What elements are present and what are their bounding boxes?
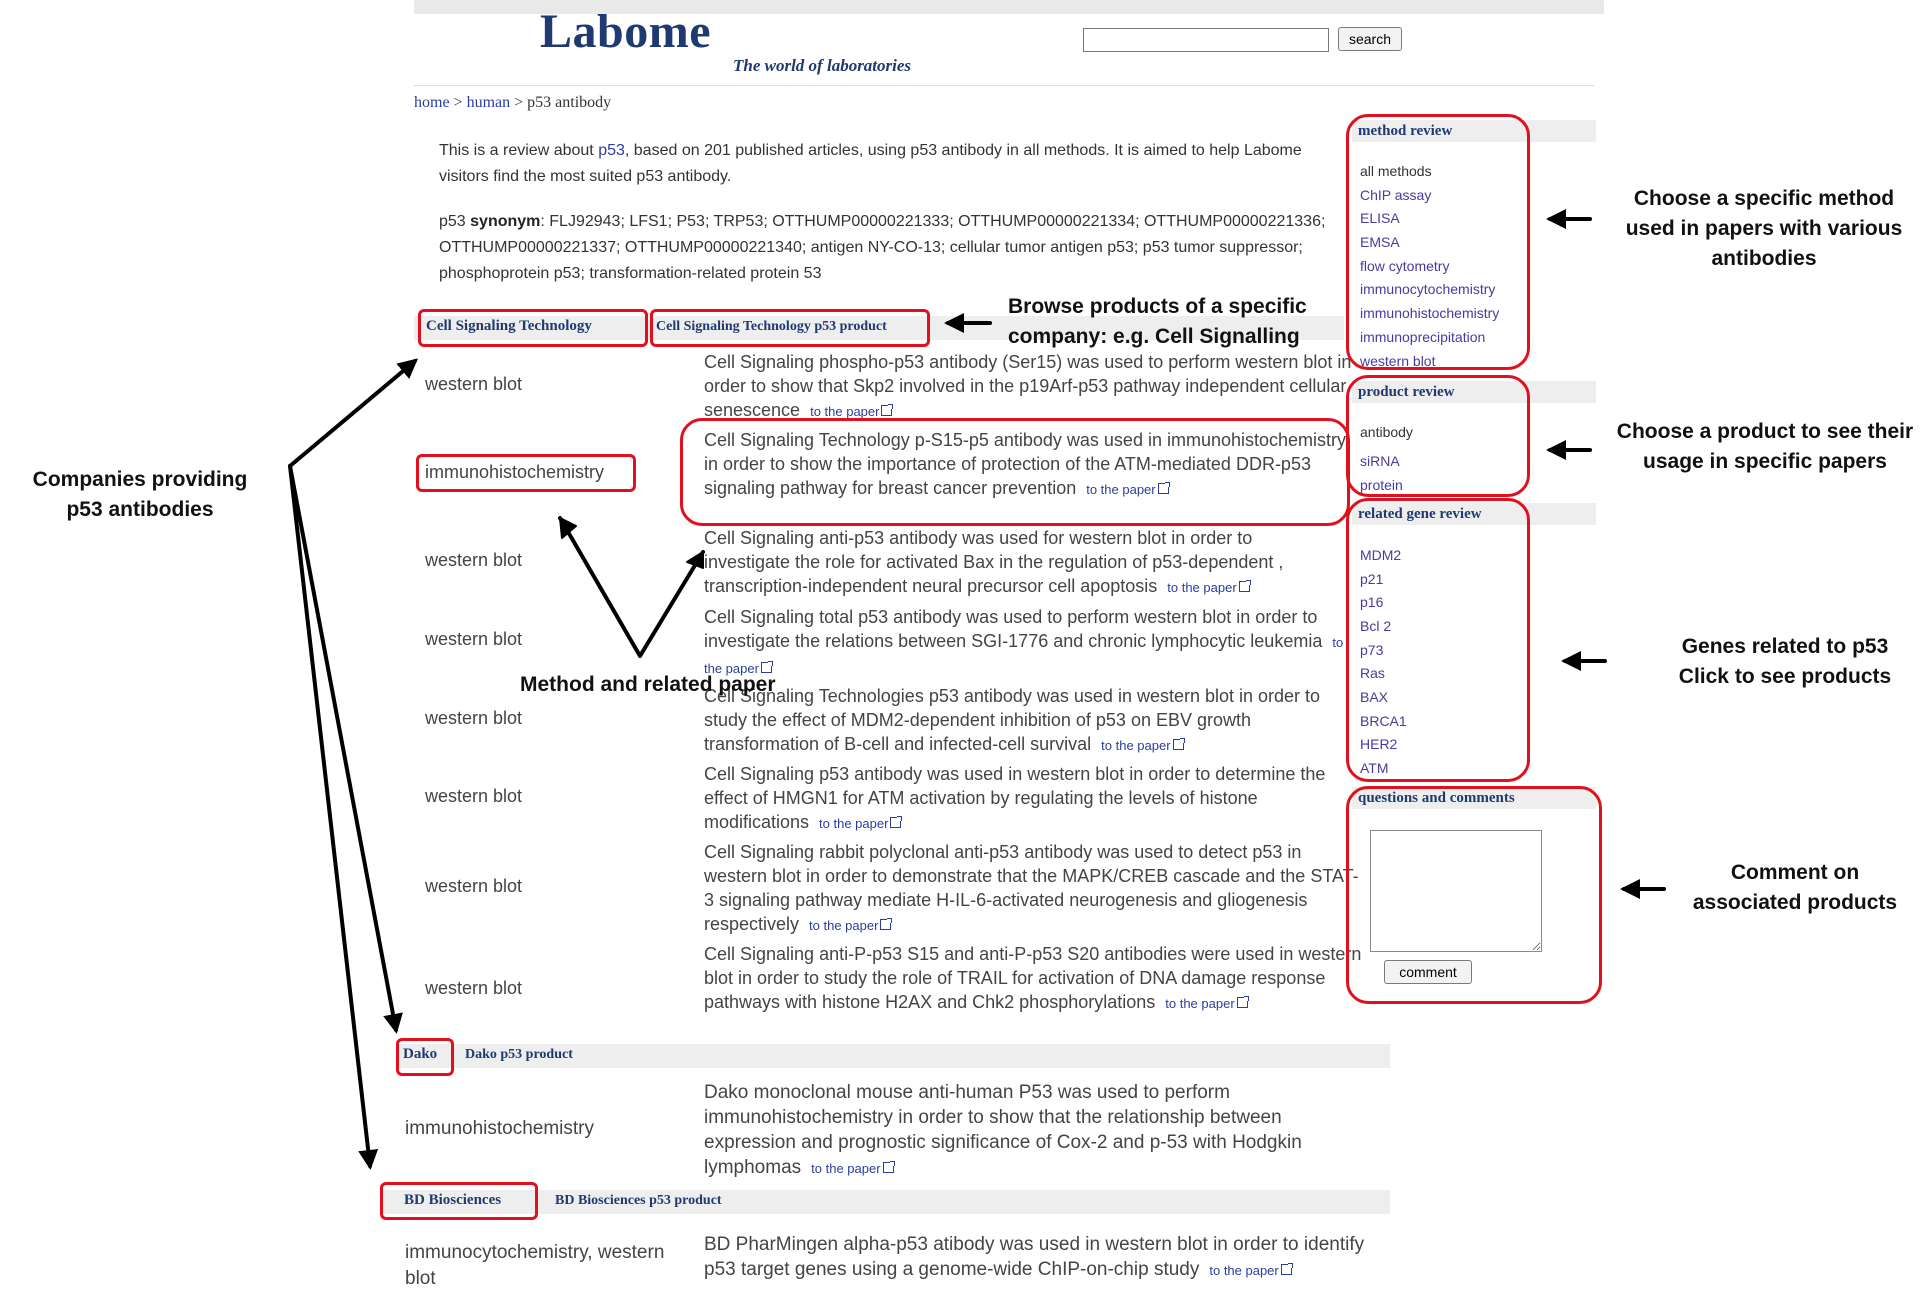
related-gene-item[interactable]: BAX xyxy=(1360,689,1389,705)
related-gene-item[interactable]: BRCA1 xyxy=(1360,713,1407,729)
related-gene-item[interactable]: p73 xyxy=(1360,642,1384,658)
paper-text: Cell Signaling total p53 antibody was used to perform western blot in order to investigate the relations between SGI-1776 and chronic lymphocytic leukemia xyxy=(704,607,1323,651)
related-gene-item[interactable]: p16 xyxy=(1360,594,1384,610)
annotation-method-paper: Method and related paper xyxy=(520,673,776,696)
related-gene-item[interactable]: HER2 xyxy=(1360,736,1398,752)
comment-button[interactable]: comment xyxy=(1384,960,1472,984)
paper-text: Cell Signaling Technologies p53 antibody was used in western blot in order to study the effect of MDM2-dependent inhibition of p53 on EBV growth transformation of B-cell and infected-cell survival xyxy=(704,686,1321,754)
to-paper-label[interactable]: to the paper xyxy=(809,918,879,933)
search-button[interactable]: search xyxy=(1338,27,1402,51)
method-review-item[interactable]: immunohistochemistry xyxy=(1360,305,1500,321)
method-label[interactable]: western blot xyxy=(425,629,523,649)
to-paper-label[interactable]: to the paper xyxy=(819,816,889,831)
related-gene-item[interactable]: Bcl 2 xyxy=(1360,618,1392,634)
related-gene-item[interactable]: Ras xyxy=(1360,665,1385,681)
method-label[interactable]: immunohistochemistry xyxy=(425,462,605,482)
product-review-heading: product review xyxy=(1352,381,1596,403)
method-review-item[interactable]: EMSA xyxy=(1360,234,1400,250)
to-paper-label[interactable]: to the paper xyxy=(1086,482,1156,497)
company-product-link[interactable]: Cell Signaling Technology p53 product xyxy=(656,319,887,334)
to-paper-label[interactable]: to the paper xyxy=(1167,580,1237,595)
arrow-method-paper xyxy=(560,518,703,656)
paper-text: Cell Signaling p53 antibody was used in western blot in order to determine the effect of HMGN1 for ATM activation by regulating the levels of histone modifications xyxy=(704,764,1326,832)
paper-text: Cell Signaling rabbit polyclonal anti-p53 antibody was used to detect p53 in western blot in order to demonstrate that the MAPK/CREB cascade and the STAT-3 signaling pathway mediate H-IL-6-activated neurogenesis and gliogenesis respectively xyxy=(704,842,1359,934)
site-tagline: The world of laboratories xyxy=(733,56,912,75)
synonym-pre: p53 xyxy=(439,213,471,230)
paper-text: Cell Signaling Technology p-S15-p5 antibody was used in immunohistochemistry in order to show the importance of protection of the ATM-mediated DDR-p53 signaling pathway for breast cancer prevention xyxy=(704,430,1347,498)
method-label[interactable]: western blot xyxy=(425,374,523,394)
company-product-link[interactable]: BD Biosciences p53 product xyxy=(555,1193,722,1208)
paper-text: Cell Signaling anti-P-p53 S15 and anti-P-p53 S20 antibodies were used in western blot in order to study the role of TRAIL for activation of DNA damage response pathways with histone H2AX and Chk2 phosphorylations xyxy=(704,944,1362,1012)
intro-pre: This is a review about xyxy=(439,142,599,159)
synonym-list: : FLJ92943; LFS1; P53; TRP53; OTTHUMP00000221333; OTTHUMP00000221334; OTTHUMP00000221336; OTTHUMP00000221337; OTTHUMP00000221340; antigen NY-CO-13; cellular tumor antigen p53; p53 tumor suppressor; phosphoprotein p53; transformation-related protein 53 xyxy=(439,213,1326,282)
annotation-choose-method: Choose a specific method used in papers with various antibodies xyxy=(1625,187,1903,270)
method-review-heading: method review xyxy=(1352,120,1596,142)
related-gene-item[interactable]: MDM2 xyxy=(1360,547,1402,563)
to-paper-label[interactable]: to the paper xyxy=(704,635,1344,676)
method-label[interactable]: western blot xyxy=(425,876,523,896)
arrow-companies-cst xyxy=(290,361,415,466)
product-review-item[interactable]: protein xyxy=(1360,477,1403,493)
annotation-companies: Companies providing p53 antibodies xyxy=(32,468,248,521)
method-review-item[interactable]: ELISA xyxy=(1360,210,1400,226)
annotation-comment: Comment on associated products xyxy=(1692,861,1898,914)
breadcrumb-home[interactable]: home xyxy=(414,94,450,111)
arrowhead-paper xyxy=(687,552,703,568)
to-paper-label[interactable]: to the paper xyxy=(811,1161,881,1176)
paper-text: Dako monoclonal mouse anti-human P53 was used to perform immunohistochemistry in order to show that the relationship between expression and prognostic significance of Cox-2 and p-53 with Hodgkin lymphomas xyxy=(704,1082,1302,1178)
method-label[interactable]: western blot xyxy=(425,708,523,728)
to-paper-label[interactable]: to the paper xyxy=(1209,1263,1279,1278)
comments-heading: questions and comments xyxy=(1352,787,1596,809)
paper-text: BD PharMingen alpha-p53 atibody was used in western blot in order to identify p53 target genes using a genome-wide ChIP-on-chip study xyxy=(704,1234,1365,1280)
method-label[interactable]: western blot xyxy=(425,786,523,806)
company-name-link[interactable]: Dako xyxy=(403,1046,438,1062)
annotation-choose-product: Choose a product to see their usage in specific papers xyxy=(1616,420,1914,473)
method-label[interactable]: western blot xyxy=(425,978,523,998)
related-gene-item[interactable]: ATM xyxy=(1360,760,1389,776)
related-gene-item[interactable]: p21 xyxy=(1360,571,1384,587)
breadcrumb-separator: > xyxy=(510,94,528,111)
method-review-item[interactable]: flow cytometry xyxy=(1360,258,1450,274)
method-review-item[interactable]: ChIP assay xyxy=(1360,187,1432,203)
arrow-companies-bd xyxy=(290,466,370,1166)
method-review-item[interactable]: all methods xyxy=(1360,163,1432,179)
method-review-item[interactable]: immunoprecipitation xyxy=(1360,329,1486,345)
method-label[interactable]: immunocytochemistry, western blot xyxy=(405,1242,665,1289)
product-review-item[interactable]: antibody xyxy=(1360,424,1413,440)
product-review-item[interactable]: siRNA xyxy=(1360,453,1400,469)
company-name-link[interactable]: BD Biosciences xyxy=(404,1192,502,1208)
intro-gene-link[interactable]: p53 xyxy=(598,142,625,159)
to-paper-label[interactable]: to the paper xyxy=(1101,738,1171,753)
method-label[interactable]: western blot xyxy=(425,550,523,570)
paper-text: Cell Signaling anti-p53 antibody was used for western blot in order to investigate the role for activated Bax in the regulation of p53-dependent , transcription-independent neural precursor cell apoptosis xyxy=(704,528,1284,596)
related-gene-review-heading: related gene review xyxy=(1352,503,1596,525)
to-paper-label[interactable]: to the paper xyxy=(810,404,880,419)
breadcrumb-human[interactable]: human xyxy=(466,94,511,111)
company-product-link[interactable]: Dako p53 product xyxy=(465,1047,573,1062)
to-paper-label[interactable]: to the paper xyxy=(1165,996,1235,1011)
method-review-item[interactable]: immunocytochemistry xyxy=(1360,281,1496,297)
intro-post: , based on 201 published articles, using p53 antibody in all methods. It is aimed to help Labome visitors find the most suited p53 antibody. xyxy=(439,142,1302,185)
breadcrumb-current: p53 antibody xyxy=(527,94,612,111)
annotation-browse: Browse products of a specific company: e.g. Cell Signalling xyxy=(1008,295,1307,348)
paper-text: Cell Signaling phospho-p53 antibody (Ser15) was used to perform western blot in order to show that Skp2 involved in the p19Arf-p53 pathway independent cellular senescence xyxy=(704,352,1352,420)
breadcrumb-separator: > xyxy=(449,94,467,111)
company-name-link[interactable]: Cell Signaling Technology xyxy=(426,318,592,334)
method-label[interactable]: immunohistochemistry xyxy=(405,1118,594,1139)
annotation-genes: Genes related to p53 Click to see products xyxy=(1678,635,1892,688)
synonym-label: synonym xyxy=(470,213,541,230)
method-review-item[interactable]: western blot xyxy=(1360,353,1436,369)
site-logo[interactable]: Labome xyxy=(540,5,711,58)
